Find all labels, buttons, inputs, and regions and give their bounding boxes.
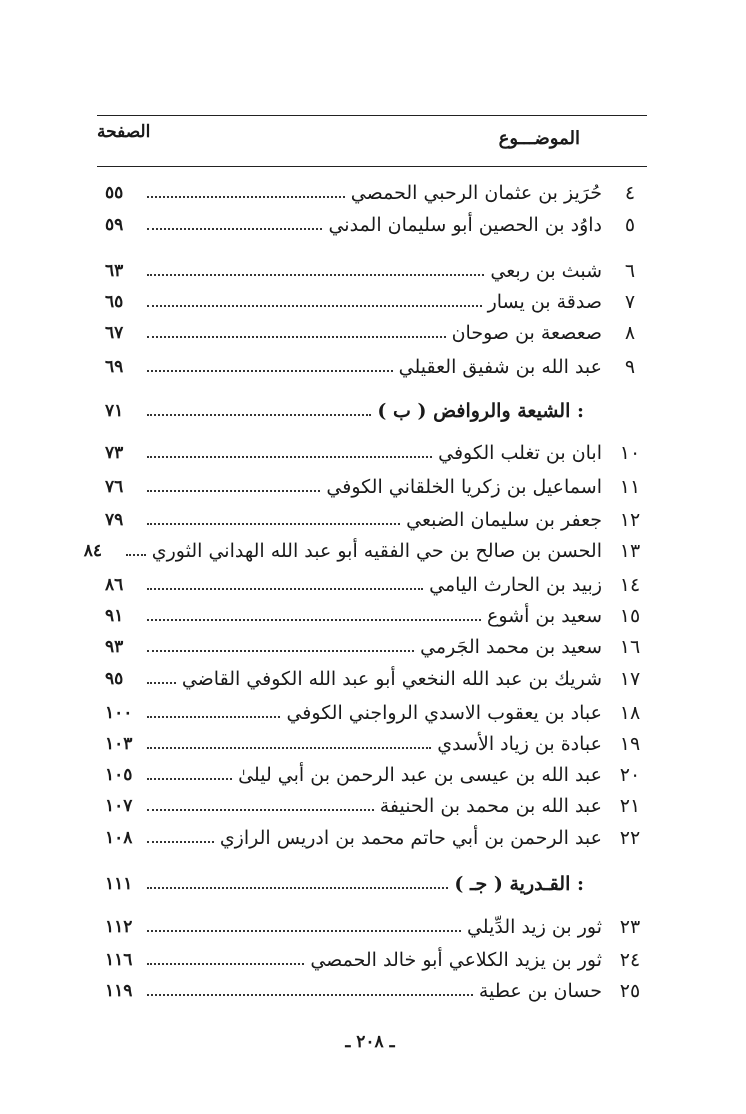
toc-entry[interactable] <box>105 664 650 694</box>
entry-title: عباد بن يعقوب الاسدي الرواجني الكوفي <box>286 702 602 724</box>
leader-dots <box>126 554 146 556</box>
entry-page: ١١١ <box>105 874 133 894</box>
leader-dots <box>147 650 414 652</box>
leader-dots <box>147 747 431 749</box>
entry-title: صعصعة بن صوحان <box>451 322 602 344</box>
entry-title: ابان بن تغلب الكوفي <box>438 442 602 464</box>
entry-number: ٥ <box>624 214 636 236</box>
toc-entry[interactable] <box>105 352 650 382</box>
toc-entry[interactable] <box>105 976 650 1006</box>
entry-page: ١٠٣ <box>105 734 133 754</box>
entry-page: ١٠٨ <box>105 828 133 848</box>
toc-entry[interactable] <box>105 698 650 728</box>
leader-dots <box>147 619 481 621</box>
toc-entry[interactable] <box>83 536 650 566</box>
entry-number: ١٠ <box>619 442 641 464</box>
entry-number: ١٨ <box>619 702 641 724</box>
toc-entry[interactable] <box>105 632 650 662</box>
leader-dots <box>147 305 482 307</box>
entry-number: ١٩ <box>619 733 641 755</box>
header-topic-label: الموضـــوع <box>498 128 580 149</box>
entry-title: عبد الله بن شفيق العقيلي <box>398 356 602 378</box>
entry-page: ١٠٧ <box>105 796 133 816</box>
toc-entry[interactable] <box>105 210 650 240</box>
entry-number: ٢١ <box>619 795 641 817</box>
leader-dots <box>147 414 371 416</box>
entry-title: حُرَيز بن عثمان الرحبي الحمصي <box>350 182 602 204</box>
entry-number: ١٦ <box>619 636 641 658</box>
entry-number: ١٢ <box>619 509 641 531</box>
entry-page: ١١٦ <box>105 950 133 970</box>
entry-page: ٦٩ <box>105 357 124 377</box>
entry-title: شبث بن ربعي <box>490 260 602 282</box>
toc-entry[interactable] <box>105 256 650 286</box>
entry-title: اسماعيل بن زكريا الخلقاني الكوفي <box>326 476 602 498</box>
leader-dots <box>147 994 473 996</box>
leader-dots <box>147 274 484 276</box>
toc-entry[interactable] <box>105 472 650 502</box>
entry-title: ثور بن زيد الدِّيلي <box>466 916 602 938</box>
toc-entry[interactable] <box>105 912 650 942</box>
header-page-label: الصفحة <box>97 122 151 142</box>
entry-title: جعفر بن سليمان الضبعي <box>406 509 602 531</box>
entry-page: ٥٩ <box>105 215 124 235</box>
header-top-rule <box>97 115 647 116</box>
entry-page: ٩١ <box>105 606 124 626</box>
toc-entry[interactable] <box>105 505 650 535</box>
section-title: ( ب ) الشيعة والروافض : <box>377 400 584 422</box>
leader-dots <box>147 809 374 811</box>
entry-page: ٧١ <box>105 401 124 421</box>
entry-page: ٥٥ <box>105 183 124 203</box>
entry-title: الحسن بن صالح بن حي الفقيه أبو عبد الله الهداني الثوري <box>151 540 602 562</box>
toc-entry[interactable] <box>105 760 650 790</box>
entry-title: صدقة بن يسار <box>487 291 602 313</box>
entry-number: ٧ <box>624 291 636 313</box>
entry-number: ٢٢ <box>619 827 641 849</box>
entry-page: ٧٦ <box>105 477 124 497</box>
header-bottom-rule <box>97 166 647 167</box>
page-number: ـ ٢٠٨ ـ <box>345 1032 395 1052</box>
entry-page: ١١٢ <box>105 917 133 937</box>
entry-number: ٢٤ <box>619 949 641 971</box>
entry-title: زبيد بن الحارث اليامي <box>429 574 602 596</box>
leader-dots <box>147 963 304 965</box>
toc-entry[interactable] <box>105 178 650 208</box>
entry-number: ٩ <box>624 356 636 378</box>
entry-page: ٦٥ <box>105 292 124 312</box>
entry-page: ٧٣ <box>105 443 124 463</box>
entry-page: ٨٦ <box>105 575 124 595</box>
entry-title: عبد الرحمن بن أبي حاتم محمد بن ادريس الرازي <box>219 827 602 849</box>
entry-page: ٨٤ <box>83 541 103 561</box>
leader-dots <box>147 370 393 372</box>
entry-number: ٢٠ <box>619 764 641 786</box>
section-title: ( جـ ) القـدرية : <box>454 873 584 895</box>
entry-number: ٦ <box>624 260 636 282</box>
entry-page: ١١٩ <box>105 981 133 1001</box>
section-heading-shia[interactable] <box>105 396 650 426</box>
toc-entry[interactable] <box>105 791 650 821</box>
entry-page: ٩٥ <box>105 669 124 689</box>
entry-title: حسان بن عطية <box>478 980 602 1002</box>
entry-page: ٦٧ <box>105 323 124 343</box>
entry-title: سعيد بن محمد الجَرمي <box>420 636 602 658</box>
entry-title: داوُد بن الحصين أبو سليمان المدني <box>328 214 602 236</box>
entry-title: شريك بن عبد الله النخعي أبو عبد الله الكوفي القاضي <box>181 668 602 690</box>
toc-entry[interactable] <box>105 570 650 600</box>
entry-page: ٧٩ <box>105 510 124 530</box>
leader-dots <box>147 716 280 718</box>
toc-entry[interactable] <box>105 945 650 975</box>
entry-title: عبادة بن زياد الأسدي <box>437 733 602 755</box>
entry-number: ٨ <box>624 322 636 344</box>
leader-dots <box>147 336 446 338</box>
entry-page: ٩٣ <box>105 637 124 657</box>
leader-dots <box>147 490 320 492</box>
entry-number: ١٣ <box>619 540 641 562</box>
entry-title: عبد الله بن محمد بن الحنيفة <box>379 795 602 817</box>
leader-dots <box>147 778 232 780</box>
toc-entry[interactable] <box>105 287 650 317</box>
entry-title: عبد الله بن عيسى بن عبد الرحمن بن أبي ليلىٰ <box>238 764 602 786</box>
leader-dots <box>147 682 176 684</box>
leader-dots <box>147 523 400 525</box>
leader-dots <box>147 887 448 889</box>
entry-number: ١٥ <box>619 605 641 627</box>
entry-number: ١٤ <box>619 574 641 596</box>
entry-title: سعيد بن أشوع <box>487 605 602 627</box>
toc-entry[interactable] <box>105 823 650 853</box>
toc-entry[interactable] <box>105 601 650 631</box>
entry-title: ثور بن يزيد الكلاعي أبو خالد الحمصي <box>310 949 602 971</box>
toc-entry[interactable] <box>105 729 650 759</box>
entry-number: ١٧ <box>619 668 641 690</box>
entry-number: ٤ <box>624 182 636 204</box>
entry-page: ١٠٠ <box>105 703 133 723</box>
entry-page: ١٠٥ <box>105 765 133 785</box>
toc-entry[interactable] <box>105 318 650 348</box>
leader-dots <box>147 228 322 230</box>
leader-dots <box>147 841 214 843</box>
entry-page: ٦٣ <box>105 261 124 281</box>
section-heading-qadariyya[interactable] <box>105 869 650 899</box>
entry-number: ٢٥ <box>619 980 641 1002</box>
leader-dots <box>147 196 345 198</box>
leader-dots <box>147 456 432 458</box>
entry-number: ١١ <box>619 476 641 498</box>
toc-entry[interactable] <box>105 438 650 468</box>
leader-dots <box>147 930 461 932</box>
leader-dots <box>147 588 423 590</box>
entry-number: ٢٣ <box>619 916 641 938</box>
